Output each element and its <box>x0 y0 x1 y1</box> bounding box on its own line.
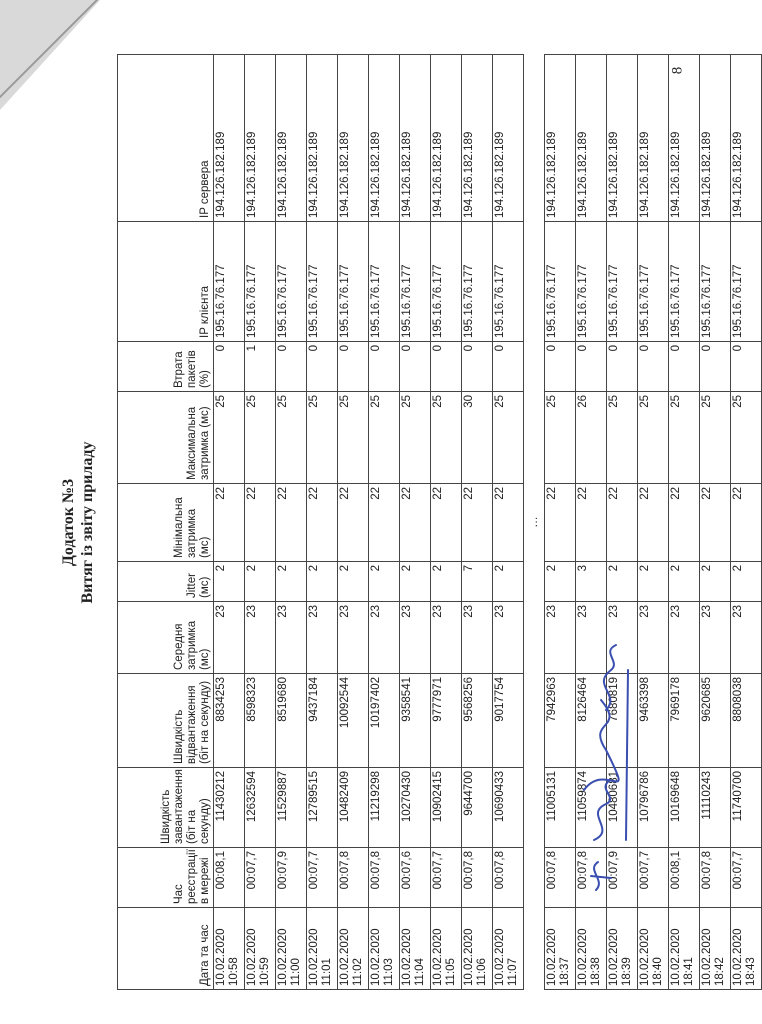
packet-loss-cell: 0 <box>545 342 576 392</box>
client-ip-cell: 195.16.76.177 <box>338 222 369 342</box>
registration-time-cell: 00:07,8 <box>493 848 524 908</box>
server-ip-cell: 194.126.182.189 <box>400 55 431 222</box>
download-speed-cell: 10796786 <box>638 768 669 848</box>
server-ip-cell: 194.126.182.189 <box>576 55 607 222</box>
min-latency-cell: 22 <box>369 484 400 562</box>
date-cell: 10.02.2020 18:38 <box>576 908 607 990</box>
download-speed-cell: 10169648 <box>669 768 700 848</box>
download-speed-cell: 11529887 <box>276 768 307 848</box>
registration-time-cell: 00:07,8 <box>576 848 607 908</box>
packet-loss-cell: 1 <box>245 342 276 392</box>
table-row <box>369 55 400 990</box>
col-header: Дата та час <box>118 908 214 990</box>
registration-time-cell: 00:07,9 <box>276 848 307 908</box>
client-ip-cell: 195.16.76.177 <box>700 222 731 342</box>
client-ip-cell: 195.16.76.177 <box>307 222 338 342</box>
jitter-cell: 2 <box>493 562 524 602</box>
avg-latency-cell: 23 <box>700 602 731 674</box>
server-ip-cell: 194.126.182.189 <box>669 55 700 222</box>
server-ip-cell: 194.126.182.189 <box>638 55 669 222</box>
download-speed-cell: 12632594 <box>245 768 276 848</box>
table-header-row <box>118 55 214 990</box>
min-latency-cell: 22 <box>462 484 493 562</box>
date-cell: 10.02.2020 11:05 <box>431 908 462 990</box>
max-latency-cell: 25 <box>700 392 731 484</box>
table-row <box>669 55 700 990</box>
jitter-cell: 2 <box>245 562 276 602</box>
table-row <box>493 55 524 990</box>
packet-loss-cell: 0 <box>214 342 245 392</box>
jitter-cell: 2 <box>545 562 576 602</box>
upload-speed-cell: 8808038 <box>731 674 762 768</box>
date-cell: 10.02.2020 11:02 <box>338 908 369 990</box>
client-ip-cell: 195.16.76.177 <box>731 222 762 342</box>
avg-latency-cell: 23 <box>307 602 338 674</box>
min-latency-cell: 22 <box>431 484 462 562</box>
avg-latency-cell: 23 <box>731 602 762 674</box>
min-latency-cell: 22 <box>276 484 307 562</box>
min-latency-cell: 22 <box>245 484 276 562</box>
table-row <box>731 55 762 990</box>
avg-latency-cell: 23 <box>214 602 245 674</box>
avg-latency-cell: 23 <box>369 602 400 674</box>
jitter-cell: 2 <box>369 562 400 602</box>
rotated-document <box>59 55 762 990</box>
jitter-cell: 2 <box>638 562 669 602</box>
client-ip-cell: 195.16.76.177 <box>214 222 245 342</box>
max-latency-cell: 25 <box>245 392 276 484</box>
appendix-title: Додаток №3 <box>60 478 77 567</box>
measurements-table <box>117 54 762 990</box>
max-latency-cell: 25 <box>214 392 245 484</box>
jitter-cell: 2 <box>431 562 462 602</box>
document-header <box>59 55 97 990</box>
max-latency-cell: 25 <box>369 392 400 484</box>
download-speed-cell: 10690433 <box>493 768 524 848</box>
packet-loss-cell: 0 <box>669 342 700 392</box>
max-latency-cell: 25 <box>545 392 576 484</box>
min-latency-cell: 22 <box>731 484 762 562</box>
table-row <box>307 55 338 990</box>
min-latency-cell: 22 <box>576 484 607 562</box>
server-ip-cell: 194.126.182.189 <box>607 55 638 222</box>
min-latency-cell: 22 <box>338 484 369 562</box>
jitter-cell: 2 <box>338 562 369 602</box>
table-body <box>214 55 762 990</box>
date-cell: 10.02.2020 11:00 <box>276 908 307 990</box>
download-speed-cell: 11059874 <box>576 768 607 848</box>
server-ip-cell: 194.126.182.189 <box>700 55 731 222</box>
download-speed-cell: 10270430 <box>400 768 431 848</box>
registration-time-cell: 00:07,8 <box>700 848 731 908</box>
download-speed-cell: 11430212 <box>214 768 245 848</box>
max-latency-cell: 25 <box>731 392 762 484</box>
avg-latency-cell: 23 <box>400 602 431 674</box>
col-header: Середня затримка (мс) <box>118 602 214 674</box>
upload-speed-cell: 7969178 <box>669 674 700 768</box>
registration-time-cell: 00:07,7 <box>245 848 276 908</box>
jitter-cell: 2 <box>700 562 731 602</box>
download-speed-cell: 11219298 <box>369 768 400 848</box>
max-latency-cell: 25 <box>638 392 669 484</box>
download-speed-cell: 11110243 <box>700 768 731 848</box>
col-header: IP клієнта <box>118 222 214 342</box>
registration-time-cell: 00:07,7 <box>431 848 462 908</box>
packet-loss-cell: 0 <box>638 342 669 392</box>
min-latency-cell: 22 <box>545 484 576 562</box>
jitter-cell: 3 <box>576 562 607 602</box>
upload-speed-cell: 9437184 <box>307 674 338 768</box>
jitter-cell: 2 <box>607 562 638 602</box>
max-latency-cell: 25 <box>607 392 638 484</box>
min-latency-cell: 22 <box>669 484 700 562</box>
upload-speed-cell: 8598323 <box>245 674 276 768</box>
date-cell: 10.02.2020 11:03 <box>369 908 400 990</box>
client-ip-cell: 195.16.76.177 <box>276 222 307 342</box>
avg-latency-cell: 23 <box>576 602 607 674</box>
min-latency-cell: 22 <box>214 484 245 562</box>
min-latency-cell: 22 <box>493 484 524 562</box>
packet-loss-cell: 0 <box>307 342 338 392</box>
avg-latency-cell: 23 <box>462 602 493 674</box>
client-ip-cell: 195.16.76.177 <box>545 222 576 342</box>
server-ip-cell: 194.126.182.189 <box>493 55 524 222</box>
registration-time-cell: 00:07,8 <box>545 848 576 908</box>
server-ip-cell: 194.126.182.189 <box>431 55 462 222</box>
page-number: 8 <box>669 66 686 75</box>
table-row <box>214 55 245 990</box>
max-latency-cell: 25 <box>400 392 431 484</box>
upload-speed-cell: 9017754 <box>493 674 524 768</box>
col-header: Час реєстрації в мережі <box>118 848 214 908</box>
server-ip-cell: 194.126.182.189 <box>245 55 276 222</box>
download-speed-cell: 10482409 <box>338 768 369 848</box>
table-row <box>276 55 307 990</box>
col-header: Швидкість завантаження (біт на секунду) <box>118 768 214 848</box>
max-latency-cell: 30 <box>462 392 493 484</box>
upload-speed-cell: 8126464 <box>576 674 607 768</box>
packet-loss-cell: 0 <box>400 342 431 392</box>
avg-latency-cell: 23 <box>431 602 462 674</box>
table-row <box>338 55 369 990</box>
registration-time-cell: 00:07,8 <box>369 848 400 908</box>
max-latency-cell: 25 <box>431 392 462 484</box>
packet-loss-cell: 0 <box>700 342 731 392</box>
server-ip-cell: 194.126.182.189 <box>462 55 493 222</box>
server-ip-cell: 194.126.182.189 <box>731 55 762 222</box>
jitter-cell: 2 <box>307 562 338 602</box>
server-ip-cell: 194.126.182.189 <box>307 55 338 222</box>
max-latency-cell: 26 <box>576 392 607 484</box>
client-ip-cell: 195.16.76.177 <box>669 222 700 342</box>
date-cell: 10.02.2020 18:43 <box>731 908 762 990</box>
col-header: Швидкість відвантаження (біт на секунду) <box>118 674 214 768</box>
max-latency-cell: 25 <box>276 392 307 484</box>
min-latency-cell: 22 <box>700 484 731 562</box>
min-latency-cell: 22 <box>400 484 431 562</box>
upload-speed-cell: 7942963 <box>545 674 576 768</box>
registration-time-cell: 00:07,6 <box>400 848 431 908</box>
min-latency-cell: 22 <box>607 484 638 562</box>
date-cell: 10.02.2020 18:37 <box>545 908 576 990</box>
avg-latency-cell: 23 <box>338 602 369 674</box>
server-ip-cell: 194.126.182.189 <box>214 55 245 222</box>
download-speed-cell: 12789515 <box>307 768 338 848</box>
upload-speed-cell: 10197402 <box>369 674 400 768</box>
upload-speed-cell: 10092544 <box>338 674 369 768</box>
packet-loss-cell: 0 <box>493 342 524 392</box>
download-speed-cell: 10480681 <box>607 768 638 848</box>
packet-loss-cell: 0 <box>607 342 638 392</box>
upload-speed-cell: 8834253 <box>214 674 245 768</box>
avg-latency-cell: 23 <box>276 602 307 674</box>
download-speed-cell: 9644700 <box>462 768 493 848</box>
download-speed-cell: 10902415 <box>431 768 462 848</box>
client-ip-cell: 195.16.76.177 <box>638 222 669 342</box>
registration-time-cell: 00:07,7 <box>638 848 669 908</box>
min-latency-cell: 22 <box>307 484 338 562</box>
upload-speed-cell: 9463398 <box>638 674 669 768</box>
appendix-subtitle: Витяг із звіту приладу <box>79 441 96 604</box>
date-cell: 10.02.2020 18:41 <box>669 908 700 990</box>
avg-latency-cell: 23 <box>607 602 638 674</box>
server-ip-cell: 194.126.182.189 <box>338 55 369 222</box>
avg-latency-cell: 23 <box>493 602 524 674</box>
registration-time-cell: 00:07,7 <box>731 848 762 908</box>
packet-loss-cell: 0 <box>576 342 607 392</box>
jitter-cell: 2 <box>214 562 245 602</box>
registration-time-cell: 00:07,8 <box>338 848 369 908</box>
date-cell: 10.02.2020 18:40 <box>638 908 669 990</box>
jitter-cell: 2 <box>400 562 431 602</box>
avg-latency-cell: 23 <box>545 602 576 674</box>
date-cell: 10.02.2020 10:59 <box>245 908 276 990</box>
col-header: Jitter (мс) <box>118 562 214 602</box>
max-latency-cell: 25 <box>338 392 369 484</box>
server-ip-cell: 194.126.182.189 <box>545 55 576 222</box>
jitter-cell: 2 <box>731 562 762 602</box>
max-latency-cell: 25 <box>307 392 338 484</box>
client-ip-cell: 195.16.76.177 <box>576 222 607 342</box>
packet-loss-cell: 0 <box>276 342 307 392</box>
download-speed-cell: 11005131 <box>545 768 576 848</box>
client-ip-cell: 195.16.76.177 <box>369 222 400 342</box>
date-cell: 10.02.2020 11:06 <box>462 908 493 990</box>
download-speed-cell: 11740700 <box>731 768 762 848</box>
ellipsis-row <box>524 55 545 990</box>
date-cell: 10.02.2020 18:39 <box>607 908 638 990</box>
client-ip-cell: 195.16.76.177 <box>607 222 638 342</box>
registration-time-cell: 00:08,1 <box>669 848 700 908</box>
date-cell: 10.02.2020 11:01 <box>307 908 338 990</box>
registration-time-cell: 00:07,7 <box>307 848 338 908</box>
table-row <box>700 55 731 990</box>
upload-speed-cell: 9568256 <box>462 674 493 768</box>
upload-speed-cell: 9620685 <box>700 674 731 768</box>
avg-latency-cell: 23 <box>669 602 700 674</box>
min-latency-cell: 22 <box>638 484 669 562</box>
packet-loss-cell: 0 <box>462 342 493 392</box>
col-header: Максимальна затримка (мс) <box>118 392 214 484</box>
date-cell: 10.02.2020 11:07 <box>493 908 524 990</box>
table-row <box>245 55 276 990</box>
col-header: IP сервера <box>118 55 214 222</box>
jitter-cell: 7 <box>462 562 493 602</box>
client-ip-cell: 195.16.76.177 <box>493 222 524 342</box>
upload-speed-cell: 9358541 <box>400 674 431 768</box>
avg-latency-cell: 23 <box>245 602 276 674</box>
date-cell: 10.02.2020 18:42 <box>700 908 731 990</box>
client-ip-cell: 195.16.76.177 <box>245 222 276 342</box>
packet-loss-cell: 0 <box>731 342 762 392</box>
server-ip-cell: 194.126.182.189 <box>369 55 400 222</box>
packet-loss-cell: 0 <box>431 342 462 392</box>
registration-time-cell: 00:08,1 <box>214 848 245 908</box>
client-ip-cell: 195.16.76.177 <box>400 222 431 342</box>
handwritten-signature <box>566 640 646 900</box>
max-latency-cell: 25 <box>669 392 700 484</box>
client-ip-cell: 195.16.76.177 <box>431 222 462 342</box>
date-cell: 10.02.2020 10:58 <box>214 908 245 990</box>
packet-loss-cell: 0 <box>369 342 400 392</box>
table-row <box>431 55 462 990</box>
registration-time-cell: 00:07,9 <box>607 848 638 908</box>
registration-time-cell: 00:07,8 <box>462 848 493 908</box>
date-cell: 10.02.2020 11:04 <box>400 908 431 990</box>
table-row <box>400 55 431 990</box>
col-header: Втрата пакетів (%) <box>118 342 214 392</box>
upload-speed-cell: 8519680 <box>276 674 307 768</box>
client-ip-cell: 195.16.76.177 <box>462 222 493 342</box>
jitter-cell: 2 <box>276 562 307 602</box>
col-header: Мінімальна затримка (мс) <box>118 484 214 562</box>
avg-latency-cell: 23 <box>638 602 669 674</box>
table-row <box>462 55 493 990</box>
jitter-cell: 2 <box>669 562 700 602</box>
server-ip-cell: 194.126.182.189 <box>276 55 307 222</box>
packet-loss-cell: 0 <box>338 342 369 392</box>
upload-speed-cell: 7680819 <box>607 674 638 768</box>
upload-speed-cell: 9777971 <box>431 674 462 768</box>
max-latency-cell: 25 <box>493 392 524 484</box>
ellipsis-mark: … <box>524 55 545 990</box>
